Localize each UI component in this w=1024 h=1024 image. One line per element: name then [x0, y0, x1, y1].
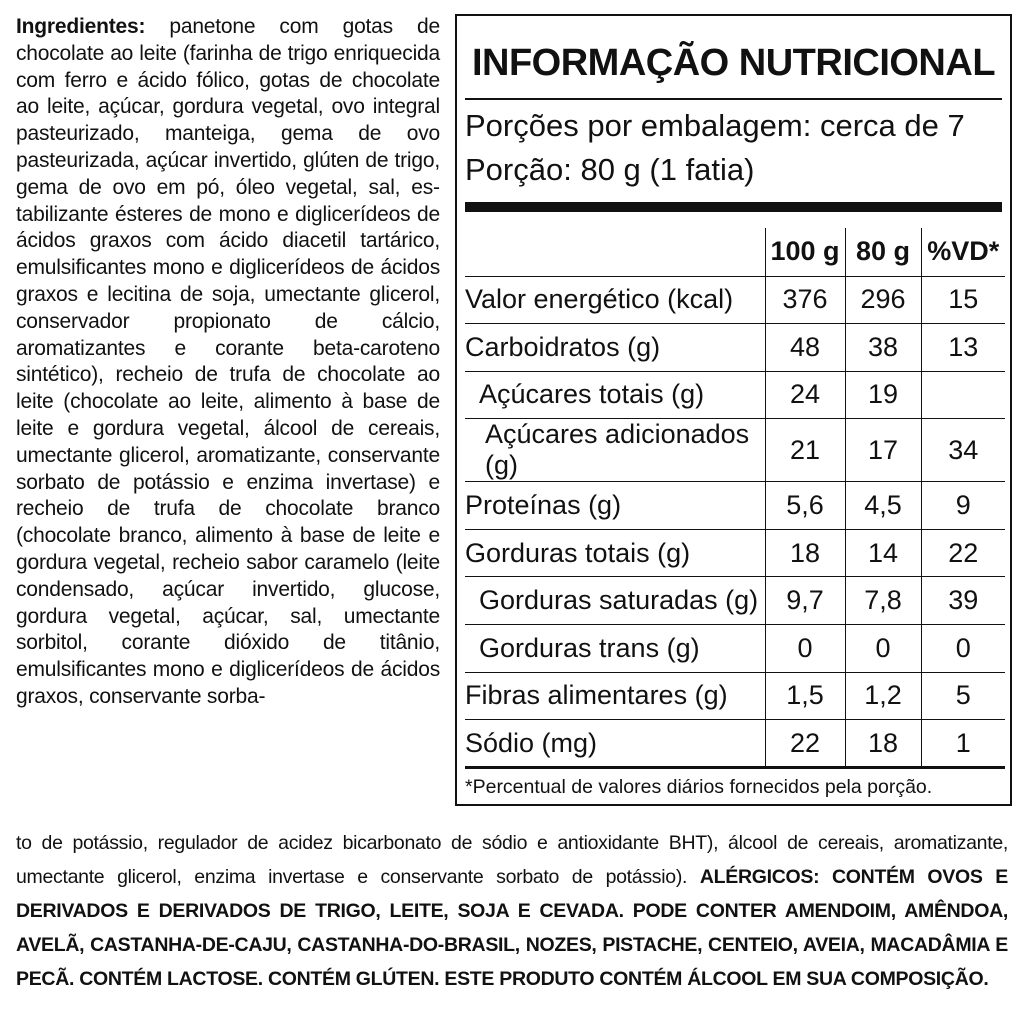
nutrient-label: Açúcares adicionados (g): [465, 419, 765, 482]
nutrient-label: Carboidratos (g): [465, 324, 765, 372]
daily-value-footnote: *Percentual de valores diários fornecidos pela porção.: [465, 776, 933, 798]
table-row: [465, 419, 1005, 482]
table-row: [465, 276, 1005, 324]
nutrient-label: Valor energético (kcal): [465, 276, 765, 324]
table-row: [465, 625, 1005, 673]
value-dv: 5: [921, 672, 1005, 720]
value-80g: 1,2: [845, 672, 921, 720]
value-80g: 18: [845, 720, 921, 768]
value-100g: 5,6: [765, 482, 845, 530]
value-dv: 39: [921, 577, 1005, 625]
table-row: [465, 324, 1005, 372]
value-100g: 21: [765, 419, 845, 482]
value-80g: 17: [845, 419, 921, 482]
value-100g: 24: [765, 371, 845, 419]
value-100g: 0: [765, 625, 845, 673]
nutrient-label: Fibras alimentares (g): [465, 672, 765, 720]
value-80g: 4,5: [845, 482, 921, 530]
header-nutrient: [465, 228, 765, 276]
nutrition-title: INFORMAÇÃO NUTRICIONAL: [471, 42, 996, 84]
header-per-100g: 100 g: [765, 228, 845, 276]
nutrient-label: Gorduras trans (g): [465, 625, 765, 673]
table-row: [465, 482, 1005, 530]
value-100g: 376: [765, 276, 845, 324]
value-dv: 22: [921, 529, 1005, 577]
value-dv: 15: [921, 276, 1005, 324]
value-80g: 7,8: [845, 577, 921, 625]
value-80g: 19: [845, 371, 921, 419]
ingredients-tail: to de potássio, regulador de acidez bicarbonato de sódio e antioxidante BHT), álcool de cereais, aromatizante, umectante glicerol, enzima invertase e conservante sorbato de potássio).: [16, 832, 1008, 888]
value-dv: 0: [921, 625, 1005, 673]
table-row: [465, 577, 1005, 625]
thick-divider: [465, 202, 1002, 212]
divider: [465, 98, 1002, 100]
ingredients-continuation: [16, 826, 1008, 996]
value-100g: 1,5: [765, 672, 845, 720]
servings-per-package: Porções por embalagem: cerca de 7: [465, 108, 965, 143]
value-dv: 1: [921, 720, 1005, 768]
nutrient-label: Açúcares totais (g): [465, 371, 765, 419]
nutrition-facts-panel: [455, 14, 1012, 806]
allergens-statement: ALÉRGICOS: CONTÉM OVOS E DERIVADOS E DERIVADOS DE TRIGO, LEITE, SOJA E CEVADA. PODE CONTER AMENDOIM, AMÊNDOA, AVELÃ, CASTANHA-DE-CAJU, CASTANHA-DO-BRASIL, NOZES, PISTACHE, CENTEIO, AVEIA, MACADÂMIA E PECÃ. CONTÉM LACTOSE. CONTÉM GLÚTEN. ESTE PRODUTO CONTÉM ÁLCOOL EM SUA COMPOSIÇÃO.: [16, 866, 1008, 990]
nutrient-label: Gorduras saturadas (g): [465, 577, 765, 625]
table-row: [465, 720, 1005, 768]
nutrient-label: Gorduras totais (g): [465, 529, 765, 577]
value-100g: 9,7: [765, 577, 845, 625]
value-dv: [921, 371, 1005, 419]
header-daily-value: %VD*: [921, 228, 1005, 276]
value-80g: 38: [845, 324, 921, 372]
table-header-row: [465, 228, 1005, 276]
value-dv: 34: [921, 419, 1005, 482]
ingredients-text: [16, 14, 440, 824]
ingredients-body: panetone com gotas de chocolate ao leite (farinha de trigo enriquecida com ferro e ácido fólico, gotas de chocolate ao leite, açúcar, gordura vegetal, ovo integral pasteurizado, manteiga, gema de ovo pasteurizada, açúcar invertido, glúten de trigo, gema de ovo em pó, óleo vegetal, sal, estabilizante ésteres de mono e diglicerídeos de ácidos graxos com ácido diacetil tartárico, emulsificantes mono e diglicerídeos de ácidos graxos e lecitina de soja, umectante glicerol, conservador propionato de cálcio, aromatizantes e corante beta-caroteno sintético), recheio de trufa de chocolate ao leite (chocolate ao leite, alimento à base de leite e gordura vegetal, álcool de cereais, umectante glicerol, aromatizante, conservante sorbato de potássio e enzima invertase) e recheio de trufa de chocolate branco (chocolate branco, alimento à base de leite e gordura vegetal, recheio sabor caramelo (leite condensado, açúcar invertido, glucose, gordura vegetal, açúcar, sal, umectante sorbitol, corante dióxido de titânio, emulsificantes mono e diglicerídeos de ácidos graxos, conservante sorba-: [16, 15, 441, 708]
value-100g: 48: [765, 324, 845, 372]
table-row: [465, 672, 1005, 720]
serving-size: Porção: 80 g (1 fatia): [465, 152, 755, 187]
value-80g: 0: [845, 625, 921, 673]
value-80g: 14: [845, 529, 921, 577]
nutrition-table: [465, 228, 1005, 769]
value-100g: 22: [765, 720, 845, 768]
nutrient-label: Sódio (mg): [465, 720, 765, 768]
header-per-80g: 80 g: [845, 228, 921, 276]
nutrient-label: Proteínas (g): [465, 482, 765, 530]
ingredients-label: Ingredientes:: [16, 15, 146, 38]
value-dv: 13: [921, 324, 1005, 372]
table-row: [465, 529, 1005, 577]
value-dv: 9: [921, 482, 1005, 530]
value-80g: 296: [845, 276, 921, 324]
table-row: [465, 371, 1005, 419]
value-100g: 18: [765, 529, 845, 577]
